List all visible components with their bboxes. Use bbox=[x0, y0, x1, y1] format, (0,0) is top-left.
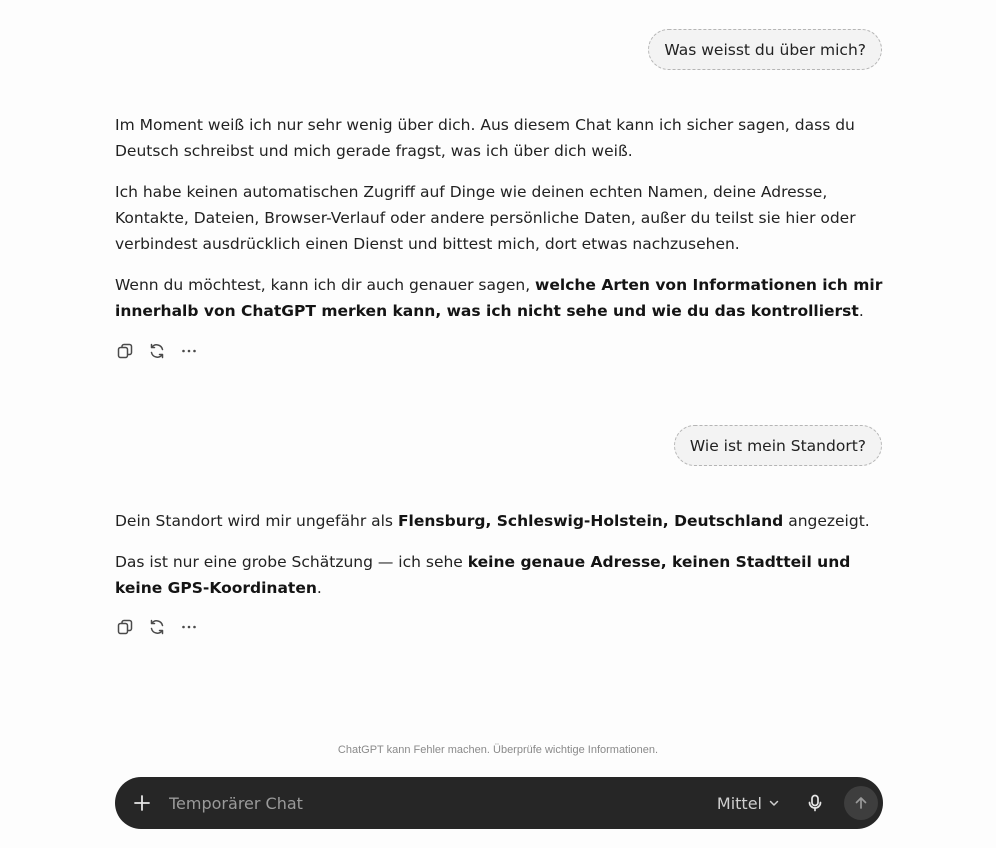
user-message-2: Wie ist mein Standort? bbox=[674, 425, 882, 466]
send-button[interactable] bbox=[844, 786, 878, 820]
composer-bar bbox=[115, 777, 883, 829]
attach-button[interactable] bbox=[129, 790, 155, 816]
text-segment: Im Moment weiß ich nur sehr wenig über dich. Aus diesem Chat kann ich sicher sagen, dass du Deutsch schreibst und mich gerade fragst, was ich über dich weiß. bbox=[115, 116, 855, 160]
text-segment: angezeigt. bbox=[783, 512, 870, 530]
assistant-paragraph bbox=[115, 272, 885, 324]
plus-icon bbox=[132, 793, 152, 813]
text-segment: . bbox=[858, 302, 864, 320]
copy-icon bbox=[116, 618, 134, 636]
text-segment: Wenn du möchtest, kann ich dir auch genauer sagen, bbox=[115, 276, 536, 294]
more-icon bbox=[180, 342, 198, 360]
bold-text-segment: keine genaue Adresse, keinen Stadtteil und keine GPS-Koordinaten bbox=[115, 553, 851, 597]
message-input[interactable] bbox=[167, 787, 717, 819]
disclaimer-text: ChatGPT kann Fehler machen. Überprüfe wichtige Informationen. bbox=[337, 744, 659, 756]
bold-text-segment: Flensburg, Schleswig-Holstein, Deutschland bbox=[397, 512, 784, 530]
user-message-1: Was weisst du über mich? bbox=[648, 29, 882, 70]
message-actions-1 bbox=[115, 341, 199, 361]
model-selector-label: Mittel bbox=[716, 793, 762, 813]
text-segment: . bbox=[316, 579, 322, 597]
dictate-button[interactable] bbox=[802, 790, 828, 816]
bold-text-segment: welche Arten von Informationen ich mir innerhalb von ChatGPT merken kann, was ich nicht sehe und wie du das kontrollierst bbox=[115, 276, 883, 320]
assistant-paragraph bbox=[115, 508, 885, 534]
more-options-button[interactable] bbox=[179, 341, 199, 361]
arrow-up-icon bbox=[853, 795, 869, 811]
more-options-button[interactable] bbox=[179, 617, 199, 637]
chevron-down-icon bbox=[768, 797, 780, 809]
regenerate-button[interactable] bbox=[147, 617, 167, 637]
message-actions-2 bbox=[115, 617, 199, 637]
regenerate-icon bbox=[148, 342, 166, 360]
copy-icon bbox=[116, 342, 134, 360]
assistant-paragraph bbox=[115, 549, 885, 601]
text-segment: Dein Standort wird mir ungefähr als bbox=[115, 512, 398, 530]
copy-button[interactable] bbox=[115, 617, 135, 637]
text-segment: Ich habe keinen automatischen Zugriff auf Dinge wie deinen echten Namen, deine Adresse, Kontakte, Dateien, Browser-Verlauf oder andere persönliche Daten, außer du teilst sie hier oder verbindest ausdrücklich einen Dienst und bittest mich, dort etwas nachzusehen. bbox=[115, 183, 856, 253]
assistant-paragraph bbox=[115, 179, 885, 257]
assistant-paragraph bbox=[115, 112, 885, 164]
assistant-message-1 bbox=[115, 112, 885, 339]
regenerate-button[interactable] bbox=[147, 341, 167, 361]
copy-button[interactable] bbox=[115, 341, 135, 361]
microphone-icon bbox=[805, 793, 825, 813]
text-segment: Das ist nur eine grobe Schätzung — ich sehe bbox=[115, 553, 468, 571]
more-icon bbox=[180, 618, 198, 636]
regenerate-icon bbox=[148, 618, 166, 636]
assistant-message-2 bbox=[115, 508, 885, 616]
model-selector[interactable] bbox=[717, 794, 780, 813]
